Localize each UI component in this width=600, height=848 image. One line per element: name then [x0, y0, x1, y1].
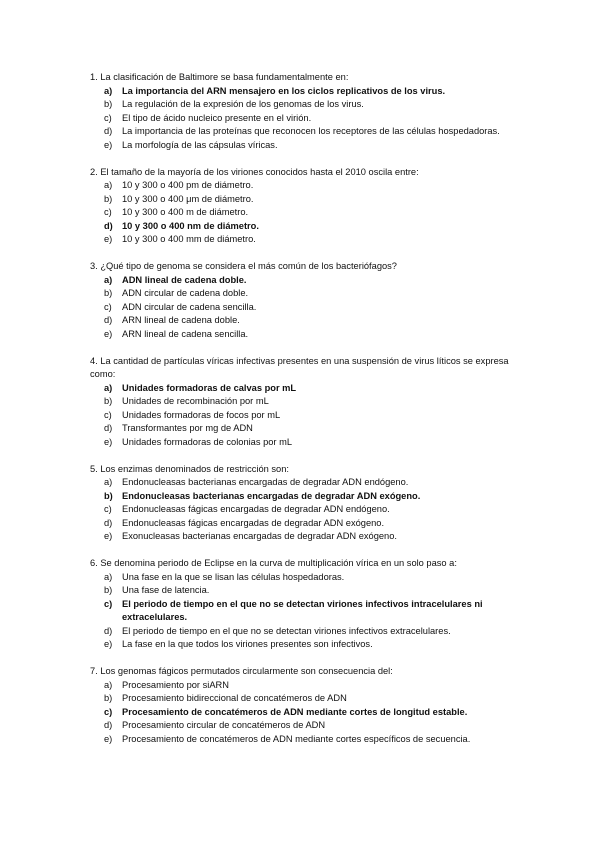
option-letter: d) — [104, 517, 113, 528]
option — [90, 436, 510, 450]
option-letter: a) — [104, 274, 113, 285]
option-text: Endonucleasas bacterianas encargadas de degradar ADN endógeno. — [122, 477, 409, 487]
option — [90, 301, 510, 315]
option-letter: b) — [104, 99, 113, 109]
option-text: 10 y 300 o 400 nm de diámetro. — [122, 220, 259, 231]
option-text: Endonucleasas fágicas encargadas de degradar ADN endógeno. — [122, 504, 390, 514]
option-text: Procesamiento bidireccional de concatémeros de ADN — [122, 693, 347, 703]
option-text: 10 y 300 o 400 mm de diámetro. — [122, 234, 256, 244]
question-6 — [90, 557, 510, 652]
option-letter: d) — [104, 423, 113, 433]
option-text: El tipo de ácido nucleico presente en el virión. — [122, 112, 312, 123]
option — [90, 179, 510, 193]
option — [90, 625, 510, 639]
option-text: Procesamiento de concatémeros de ADN mediante cortes específicos de secuencia. — [122, 733, 471, 744]
option — [90, 382, 510, 396]
option-letter: e) — [104, 436, 113, 447]
question-2 — [90, 166, 510, 247]
option-letter: d) — [104, 625, 113, 636]
option-letter: d) — [104, 126, 113, 136]
option — [90, 719, 510, 733]
option-letter: d) — [104, 220, 113, 231]
question-5 — [90, 463, 510, 544]
option — [90, 476, 510, 490]
question-text: 1. La clasificación de Baltimore se basa fundamentalmente en: — [90, 72, 349, 82]
option-text: La importancia de las proteínas que reconocen los receptores de las células hospedadoras. — [122, 126, 500, 136]
option — [90, 706, 510, 720]
option — [90, 490, 510, 504]
option — [90, 98, 510, 112]
question-1 — [90, 71, 510, 152]
option-text: Unidades formadoras de colonias por mL — [122, 436, 293, 447]
option — [90, 314, 510, 328]
option-text: Endonucleasas fágicas encargadas de degradar ADN exógeno. — [122, 517, 385, 528]
option-text: Endonucleasas bacterianas encargadas de degradar ADN exógeno. — [122, 490, 421, 501]
option-text: El periodo de tiempo en el que no se detectan viriones infectivos extracelulares. — [122, 625, 451, 636]
option-text: ADN circular de cadena doble. — [122, 288, 249, 298]
option-text: La regulación de la expresión de los genomas de los virus. — [122, 99, 364, 109]
option-letter: b) — [104, 396, 113, 406]
option — [90, 584, 510, 598]
option — [90, 274, 510, 288]
option-text: Exonucleasas bacterianas encargadas de degradar ADN exógeno. — [122, 531, 397, 541]
option-letter: a) — [104, 571, 113, 582]
option-text: Unidades de recombinación por mL — [122, 396, 269, 406]
question-text: 4. La cantidad de partículas víricas infectivas presentes en una suspensión de virus líticos se expresa como: — [90, 355, 509, 379]
option — [90, 692, 510, 706]
option — [90, 139, 510, 153]
question-text: 2. El tamaño de la mayoría de los viriones conocidos hasta el 2010 oscila entre: — [90, 166, 419, 177]
question-text: 6. Se denomina periodo de Eclipse en la curva de multiplicación vírica en un solo paso a: — [90, 558, 457, 568]
option-letter: e) — [104, 733, 113, 744]
question-4 — [90, 355, 510, 450]
option-text: Unidades formadoras de focos por mL — [122, 409, 281, 420]
option-letter: a) — [104, 477, 113, 487]
option-text: Transformantes por mg de ADN — [122, 423, 253, 433]
option — [90, 733, 510, 747]
option — [90, 530, 510, 544]
option-letter: e) — [104, 139, 113, 150]
option-text: Una fase de latencia. — [122, 585, 210, 595]
option — [90, 422, 510, 436]
option-letter: a) — [104, 382, 113, 393]
option-text: ADN circular de cadena sencilla. — [122, 301, 257, 312]
option-letter: c) — [104, 598, 113, 609]
option — [90, 571, 510, 585]
option-letter: c) — [104, 504, 112, 514]
option-letter: e) — [104, 328, 113, 339]
option-letter: b) — [104, 193, 113, 204]
option — [90, 328, 510, 342]
option-letter: e) — [104, 531, 113, 541]
option-letter: b) — [104, 288, 113, 298]
question-text: 5. Los enzimas denominados de restricción son: — [90, 463, 289, 474]
question-text: 7. Los genomas fágicos permutados circularmente son consecuencia del: — [90, 666, 393, 676]
option-letter: a) — [104, 180, 113, 190]
option-text: 10 y 300 o 400 μm de diámetro. — [122, 193, 254, 204]
option-text: La fase en la que todos los viriones presentes son infectivos. — [122, 639, 373, 649]
option-text: La importancia del ARN mensajero en los ciclos replicativos de los virus. — [122, 85, 446, 96]
option-text: Procesamiento por siARN — [122, 679, 229, 690]
option-text: 10 y 300 o 400 m de diámetro. — [122, 207, 249, 217]
option — [90, 112, 510, 126]
question-7 — [90, 665, 510, 746]
option — [90, 503, 510, 517]
option-letter: a) — [104, 679, 113, 690]
option-text: Una fase en la que se lisan las células hospedadoras. — [122, 571, 345, 582]
question-3 — [90, 260, 510, 341]
option — [90, 206, 510, 220]
option-letter: c) — [104, 301, 112, 312]
option — [90, 220, 510, 234]
option-letter: c) — [104, 706, 113, 717]
option-text: El periodo de tiempo en el que no se detectan viriones infectivos intracelulares ni extracelulares. — [122, 598, 483, 622]
option — [90, 638, 510, 652]
option-text: Procesamiento circular de concatémeros de ADN — [122, 720, 326, 730]
option-text: La morfología de las cápsulas víricas. — [122, 139, 278, 150]
option — [90, 598, 510, 625]
question-text: 3. ¿Qué tipo de genoma se considera el más común de los bacteriófagos? — [90, 261, 397, 271]
option — [90, 85, 510, 99]
option-text: ARN lineal de cadena sencilla. — [122, 328, 249, 339]
option — [90, 125, 510, 139]
option-letter: a) — [104, 85, 113, 96]
option — [90, 409, 510, 423]
option-text: ARN lineal de cadena doble. — [122, 315, 240, 325]
option-letter: d) — [104, 720, 113, 730]
option-text: Procesamiento de concatémeros de ADN mediante cortes de longitud estable. — [122, 706, 468, 717]
option-text: 10 y 300 o 400 pm de diámetro. — [122, 180, 254, 190]
option — [90, 287, 510, 301]
option — [90, 193, 510, 207]
option — [90, 395, 510, 409]
option-letter: c) — [104, 207, 112, 217]
option-letter: c) — [104, 409, 112, 420]
option-letter: e) — [104, 639, 113, 649]
option-letter: d) — [104, 315, 113, 325]
option-letter: b) — [104, 490, 113, 501]
option-letter: c) — [104, 112, 112, 123]
option-text: Unidades formadoras de calvas por mL — [122, 382, 297, 393]
exam-page — [90, 71, 510, 760]
option — [90, 679, 510, 693]
option — [90, 517, 510, 531]
option-letter: e) — [104, 234, 113, 244]
option-letter: b) — [104, 693, 113, 703]
option-text: ADN lineal de cadena doble. — [122, 274, 247, 285]
option — [90, 233, 510, 247]
option-letter: b) — [104, 585, 113, 595]
